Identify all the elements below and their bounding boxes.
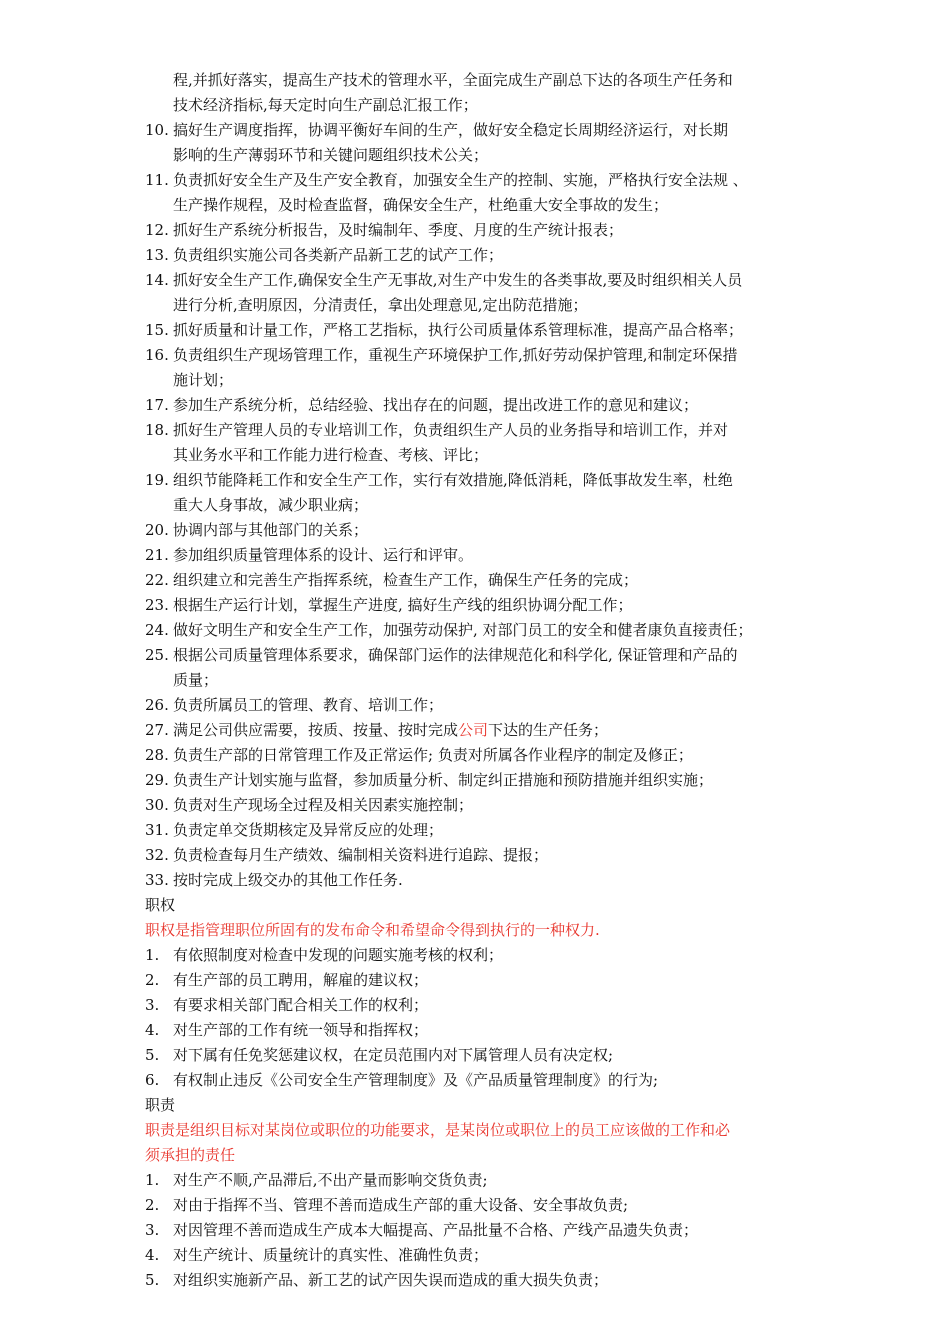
item-text [173, 868, 810, 893]
list-item [145, 843, 810, 868]
item-text-part: 协调内部与其他部门的关系； [173, 521, 369, 539]
item-text-part: 做好文明生产和安全生产工作，加强劳动保护, 对部门员工的安全和健者康负直接责任； [173, 621, 753, 639]
item-text [173, 593, 810, 618]
authority-definition: 职权是指管理职位所固有的发布命令和希望命令得到执行的一种权力. [145, 921, 600, 939]
item-number [145, 493, 173, 518]
list-item [145, 568, 810, 593]
list-item [145, 943, 810, 968]
list-item [145, 968, 810, 993]
list-item [145, 118, 810, 143]
list-item [145, 793, 810, 818]
item-text [173, 668, 810, 693]
item-text: 对下属有任免奖惩建议权，在定员范围内对下属管理人员有决定权; [173, 1046, 614, 1064]
list-item [145, 1018, 810, 1043]
list-item [145, 443, 810, 468]
item-text [173, 443, 810, 468]
list-item [145, 868, 810, 893]
item-text-part: 施计划； [173, 371, 234, 389]
authority-list [145, 943, 810, 1093]
item-number: 4. [145, 1246, 160, 1264]
list-item [145, 1218, 810, 1243]
item-number: 3. [145, 1221, 160, 1239]
item-text-part: 重大人身事故，减少职业病； [173, 496, 369, 514]
document-page [145, 68, 810, 1293]
item-text: 对由于指挥不当、管理不善而造成生产部的重大设备、安全事故负责; [173, 1196, 629, 1214]
list-item [145, 1193, 810, 1218]
item-number: 33. [145, 871, 169, 889]
item-number: 17. [145, 396, 169, 414]
item-text [173, 543, 810, 568]
list-item [145, 668, 810, 693]
item-number [145, 293, 173, 318]
item-number: 16. [145, 346, 169, 364]
item-number [145, 668, 173, 693]
list-item [145, 343, 810, 368]
responsibility-definition-line-2: 须承担的责任 [145, 1146, 236, 1164]
item-number: 21. [145, 546, 169, 564]
item-text-part: 抓好生产系统分析报告，及时编制年、季度、月度的生产统计报表； [173, 221, 624, 239]
responsibility-heading: 职责 [145, 1096, 176, 1114]
list-item [145, 818, 810, 843]
highlighted-text: 公司 [458, 721, 489, 739]
item-text [173, 368, 810, 393]
item-number: 2. [145, 1196, 160, 1214]
item-text [173, 193, 810, 218]
item-text-part: 负责对生产现场全过程及相关因素实施控制； [173, 796, 474, 814]
item-text: 对生产统计、质量统计的真实性、准确性负责； [173, 1246, 489, 1264]
item-number: 29. [145, 771, 169, 789]
item-text [173, 393, 810, 418]
list-item [145, 318, 810, 343]
authority-heading: 职权 [145, 896, 176, 914]
item-text: 对因管理不善而造成生产成本大幅提高、产品批量不合格、产线产品遗失负责； [173, 1221, 699, 1239]
list-item [145, 993, 810, 1018]
item-text: 有权制止违反《公司安全生产管理制度》及《产品质量管理制度》的行为; [173, 1071, 659, 1089]
duties-list [145, 118, 810, 893]
item-number: 22. [145, 571, 169, 589]
item-number: 1. [145, 946, 160, 964]
item-text-part: 搞好生产调度指挥，协调平衡好车间的生产，做好安全稳定长周期经济运行，对长期 [173, 121, 729, 139]
item-number: 27. [145, 721, 169, 739]
item-text-part: 按时完成上级交办的其他工作任务. [173, 871, 403, 889]
item-text-part: 组织建立和完善生产指挥系统，检查生产工作，确保生产任务的完成； [173, 571, 639, 589]
item-text-part: 负责组织实施公司各类新产品新工艺的试产工作； [173, 246, 504, 264]
item-text-part: 其业务水平和工作能力进行检查、考核、评比； [173, 446, 489, 464]
item-text: 有要求相关部门配合相关工作的权利； [173, 996, 429, 1014]
item-number: 10. [145, 121, 169, 139]
item-text [173, 318, 810, 343]
list-item [145, 218, 810, 243]
item-text [173, 793, 810, 818]
item-text: 对组织实施新产品、新工艺的试产因失误而造成的重大损失负责； [173, 1271, 609, 1289]
item-text-part: 负责所属员工的管理、教育、培训工作； [173, 696, 444, 714]
item-text: 有生产部的员工聘用，解雇的建议权； [173, 971, 429, 989]
item-text-part: 进行分析,查明原因，分清责任，拿出处理意见,定出防范措施； [173, 296, 588, 314]
item-text [173, 218, 810, 243]
item-number: 14. [145, 271, 169, 289]
item-number: 5. [145, 1271, 160, 1289]
list-item [145, 643, 810, 668]
list-item [145, 293, 810, 318]
list-item [145, 268, 810, 293]
duty-9-continued-line-2: 技术经济指标,每天定时向生产副总汇报工作； [173, 96, 478, 114]
item-text [173, 343, 810, 368]
item-text-part: 参加生产系统分析，总结经验、找出存在的问题，提出改进工作的意见和建议； [173, 396, 699, 414]
item-text [173, 768, 810, 793]
item-number: 5. [145, 1046, 160, 1064]
item-number: 32. [145, 846, 169, 864]
item-number: 11. [145, 171, 169, 189]
list-item [145, 693, 810, 718]
item-text-part: 负责生产计划实施与监督，参加质量分析、制定纠正措施和预防措施并组织实施； [173, 771, 714, 789]
list-item [145, 168, 810, 193]
list-item [145, 243, 810, 268]
item-number: 30. [145, 796, 169, 814]
item-number [145, 443, 173, 468]
item-number: 28. [145, 746, 169, 764]
item-text-part: 参加组织质量管理体系的设计、运行和评审。 [173, 546, 474, 564]
responsibility-list [145, 1168, 810, 1293]
list-item [145, 418, 810, 443]
item-text-part: 负责组织生产现场管理工作，重视生产环境保护工作,抓好劳动保护管理,和制定环保措 [173, 346, 738, 364]
item-text [173, 243, 810, 268]
list-item [145, 143, 810, 168]
list-item [145, 543, 810, 568]
item-text-part: 生产操作规程，及时检查监督，确保安全生产，杜绝重大安全事故的发生； [173, 196, 669, 214]
item-text-part: 根据公司质量管理体系要求，确保部门运作的法律规范化和科学化, 保证管理和产品的 [173, 646, 738, 664]
item-text [173, 743, 810, 768]
item-text-part: 质量； [173, 671, 219, 689]
item-text [173, 468, 810, 493]
item-number: 13. [145, 246, 169, 264]
list-item [145, 618, 810, 643]
item-number [145, 193, 173, 218]
item-text [173, 293, 810, 318]
item-text [173, 693, 810, 718]
item-number: 6. [145, 1071, 160, 1089]
item-text-part: 负责检查每月生产绩效、编制相关资料进行追踪、提报； [173, 846, 549, 864]
item-text-part: 抓好安全生产工作,确保安全生产无事故,对生产中发生的各类事故,要及时组织相关人员 [173, 271, 743, 289]
item-number: 15. [145, 321, 169, 339]
item-text [173, 168, 810, 193]
responsibility-definition-line-1: 职责是组织目标对某岗位或职位的功能要求，是某岗位或职位上的员工应该做的工作和必 [145, 1121, 731, 1139]
item-number: 31. [145, 821, 169, 839]
list-item [145, 493, 810, 518]
item-text [173, 268, 810, 293]
item-text [173, 118, 810, 143]
item-number: 23. [145, 596, 169, 614]
list-item [145, 468, 810, 493]
list-item [145, 743, 810, 768]
item-text-part: 组织节能降耗工作和安全生产工作，实行有效措施,降低消耗，降低事故发生率，杜绝 [173, 471, 733, 489]
item-number: 3. [145, 996, 160, 1014]
item-number: 19. [145, 471, 169, 489]
item-text [173, 618, 810, 643]
item-text [173, 143, 810, 168]
item-text: 对生产不顺,产品滞后,不出产量而影响交货负责; [173, 1171, 488, 1189]
item-text-part: 满足公司供应需要，按质、按量、按时完成 [173, 721, 459, 739]
item-text [173, 518, 810, 543]
item-number: 12. [145, 221, 169, 239]
list-item [145, 1268, 810, 1293]
item-text [173, 843, 810, 868]
list-item [145, 593, 810, 618]
list-item [145, 1043, 810, 1068]
list-item [145, 368, 810, 393]
item-text [173, 418, 810, 443]
item-text [173, 568, 810, 593]
item-text-part: 影响的生产薄弱环节和关键问题组织技术公关； [173, 146, 489, 164]
item-text [173, 718, 810, 743]
item-text [173, 643, 810, 668]
item-number: 1. [145, 1171, 160, 1189]
list-item [145, 1243, 810, 1268]
item-number: 2. [145, 971, 160, 989]
item-text-after: 下达的生产任务； [488, 721, 609, 739]
item-number: 20. [145, 521, 169, 539]
item-text-part: 负责定单交货期核定及异常反应的处理； [173, 821, 444, 839]
duty-9-continued-line-1: 程,并抓好落实，提高生产技术的管理水平，全面完成生产副总下达的各项生产任务和 [173, 71, 733, 89]
list-item [145, 518, 810, 543]
item-number: 24. [145, 621, 169, 639]
item-text [173, 493, 810, 518]
item-text: 对生产部的工作有统一领导和指挥权； [173, 1021, 429, 1039]
item-number: 25. [145, 646, 169, 664]
list-item [145, 768, 810, 793]
item-text-part: 抓好生产管理人员的专业培训工作，负责组织生产人员的业务指导和培训工作，并对 [173, 421, 729, 439]
list-item [145, 193, 810, 218]
list-item [145, 1168, 810, 1193]
list-item [145, 718, 810, 743]
item-number: 4. [145, 1021, 160, 1039]
list-item [145, 1068, 810, 1093]
item-number [145, 143, 173, 168]
item-text [173, 818, 810, 843]
list-item [145, 393, 810, 418]
item-number: 18. [145, 421, 169, 439]
item-text-part: 根据生产运行计划，掌握生产进度, 搞好生产线的组织协调分配工作； [173, 596, 633, 614]
item-text-part: 负责生产部的日常管理工作及正常运作; 负责对所属各作业程序的制定及修正； [173, 746, 693, 764]
item-number: 26. [145, 696, 169, 714]
item-number [145, 368, 173, 393]
item-text: 有依照制度对检查中发现的问题实施考核的权利； [173, 946, 504, 964]
item-text-part: 负责抓好安全生产及生产安全教育，加强安全生产的控制、实施，严格执行安全法规 、 [173, 171, 748, 189]
item-text-part: 抓好质量和计量工作，严格工艺指标，执行公司质量体系管理标准，提高产品合格率； [173, 321, 744, 339]
